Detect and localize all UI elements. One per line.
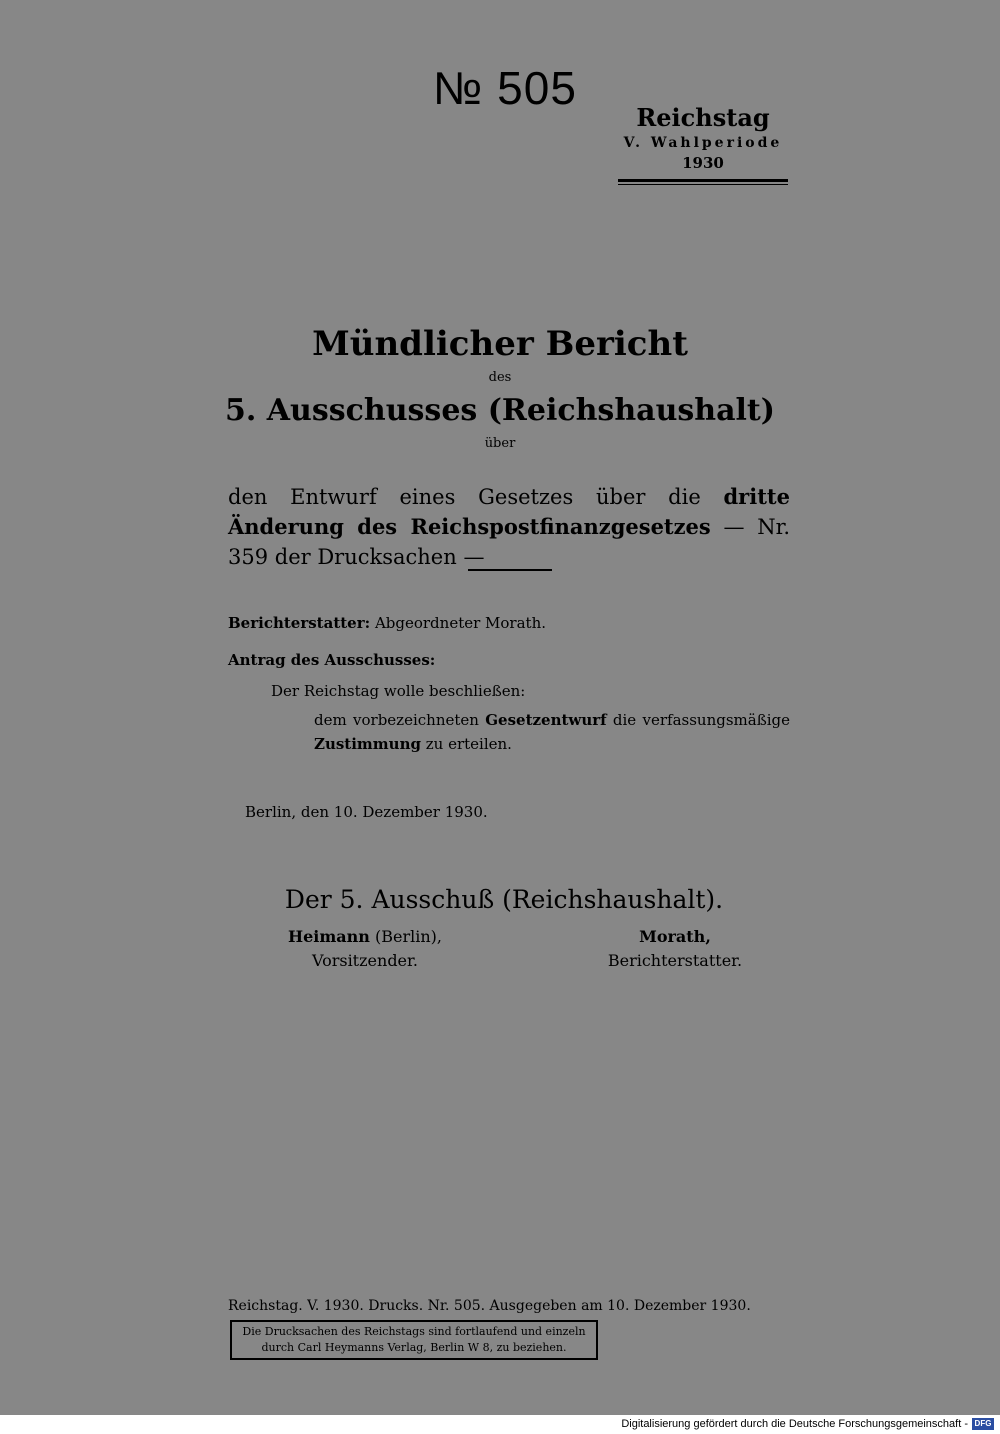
header-rule-thin xyxy=(618,184,788,185)
consent-paragraph xyxy=(314,708,790,756)
consent-approval: Zustimmung xyxy=(314,735,421,753)
title-connector-ueber: über xyxy=(484,436,516,451)
motion-title: Antrag des Ausschusses: xyxy=(228,651,436,669)
rapporteur-name: Abgeordneter Morath. xyxy=(370,614,546,632)
publisher-notice xyxy=(230,1320,598,1360)
committee-heading: 5. Ausschusses (Reichshaushalt) xyxy=(225,393,775,428)
rapporteur-line xyxy=(228,611,546,635)
subject-text-1: den Entwurf eines Gesetzes über die xyxy=(228,485,724,509)
title-block xyxy=(200,320,800,454)
publisher-notice-line-1: Die Drucksachen des Reichstags sind fortlaufend und einzeln xyxy=(242,1325,586,1338)
digitization-credit: Digitalisierung gefördert durch die Deutsche Forschungsgemeinschaft - xyxy=(621,1418,968,1430)
header-year: 1930 xyxy=(682,154,724,172)
subject-text-2: — Nr. 359 der Drucksachen — xyxy=(228,515,790,569)
consent-bill: Gesetzentwurf xyxy=(485,711,607,729)
chairman-place: (Berlin), xyxy=(369,927,442,946)
report-title: Mündlicher Bericht xyxy=(312,324,688,364)
subject-law-name: dritte Änderung des Reichspostfinanzgesetzes xyxy=(228,484,790,539)
resolve-line: Der Reichstag wolle beschließen: xyxy=(271,682,526,700)
chairman-role: Vorsitzender. xyxy=(311,951,418,970)
reichstag-header xyxy=(618,103,788,185)
signature-rapporteur xyxy=(590,925,760,973)
rapporteur-signature-name: Morath, xyxy=(639,927,711,946)
publisher-notice-line-2: durch Carl Heymanns Verlag, Berlin W 8, zu beziehen. xyxy=(261,1341,567,1354)
issue-line: Reichstag. V. 1930. Drucks. Nr. 505. Ausgegeben am 10. Dezember 1930. xyxy=(228,1298,751,1314)
reichstag-title: Reichstag xyxy=(636,103,770,132)
header-rule-thick xyxy=(618,179,788,182)
legislative-period: V. Wahlperiode xyxy=(623,135,783,151)
subject-paragraph xyxy=(228,482,790,572)
consent-text-2: die verfassungsmäßige xyxy=(606,711,791,729)
date-line: Berlin, den 10. Dezember 1930. xyxy=(245,803,488,821)
committee-signature: Der 5. Ausschuß (Reichshaushalt). xyxy=(284,885,724,914)
consent-text-1: dem vorbezeichneten xyxy=(314,711,486,729)
rapporteur-label: Berichterstatter: xyxy=(228,614,371,632)
section-divider xyxy=(468,569,552,571)
signature-chairman xyxy=(270,925,460,973)
chairman-name: Heimann xyxy=(287,927,370,946)
rapporteur-role: Berichterstatter. xyxy=(607,951,743,970)
title-connector-des: des xyxy=(488,370,512,385)
document-number: № 505 xyxy=(433,62,577,114)
dfg-logo-icon: DFG xyxy=(972,1418,994,1430)
consent-text-3: zu erteilen. xyxy=(420,735,512,753)
